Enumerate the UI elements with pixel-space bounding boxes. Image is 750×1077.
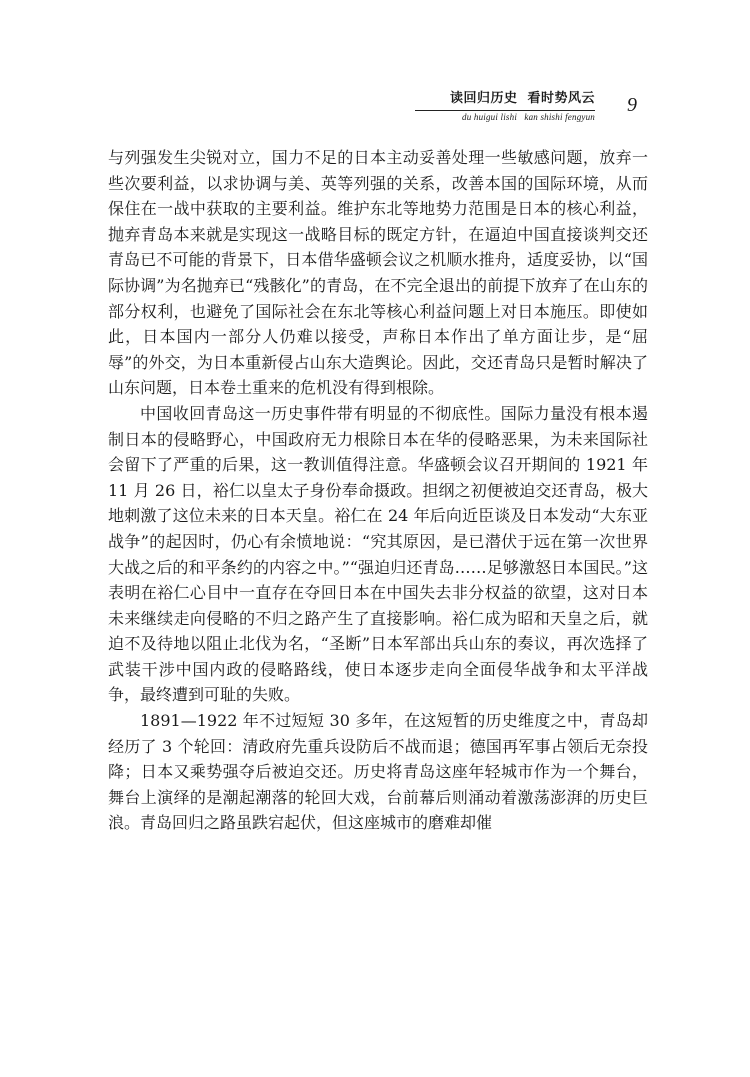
body-text: [108, 145, 648, 836]
running-header-title: [415, 90, 595, 108]
running-header: [415, 90, 595, 124]
paragraph: 中国收回青岛这一历史事件带有明显的不彻底性。国际力量没有根本遏制日本的侵略野心，中国政府无力根除日本在华的侵略恶果，为未来国际社会留下了严重的后果，这一教训值得注意。华盛顿会议召开期间的 1921 年 11 月 26 日，裕仁以皇太子身份奉命摄政。担纲之初便被迫交还青岛，极大地刺激了这位未来的日本天皇。裕仁在 24 年后向近臣谈及日本发动“大东亚战争”的起因时，仍心有余愤地说：“究其原因，是已潜伏于远在第一次世界大战之后的和平条约的内容之中。”“强迫归还青岛……足够激怒日本国民。”这表明在裕仁心目中一直存在夺回日本在中国失去非分权益的欲望，这对日本未来继续走向侵略的不归之路产生了直接影响。裕仁成为昭和天皇之后，就迫不及待地以阻止北伐为名，“圣断”日本军部出兵山东的奏议，再次选择了武装干涉中国内政的侵略路线，使日本逐步走向全面侵华战争和太平洋战争，最终遭到可耻的失败。: [108, 403, 648, 705]
paragraph: 1891—1922 年不过短短 30 多年，在这短暂的历史维度之中，青岛却经历了 3 个轮回：清政府先重兵设防后不战而退；德国再军事占领后无奈投降；日本又乘势强夺后被迫交还。历史将青岛这座年轻城市作为一个舞台，舞台上演绎的是潮起潮落的轮回大戏，台前幕后则涌动着激荡澎湃的历史巨浪。青岛回归之路虽跌宕起伏，但这座城市的磨难却催: [108, 711, 648, 833]
header-pinyin-right: kan shishi fengyun: [524, 112, 595, 122]
page-number: 9: [627, 94, 637, 116]
header-pinyin-left: du huigui lishi: [462, 112, 518, 122]
paragraph: 与列强发生尖锐对立，国力不足的日本主动妥善处理一些敏感问题，放弃一些次要利益，以求协调与美、英等列强的关系，改善本国的国际环境，从而保住在一战中获取的主要利益。维护东北等地势力范围是日本的核心利益，抛弃青岛本来就是实现这一战略目标的既定方针，在逼迫中国直接谈判交还青岛已不可能的背景下，日本借华盛顿会议之机顺水推舟，适度妥协，以“国际协调”为名抛弃已“残骸化”的青岛，在不完全退出的前提下放弃了在山东的部分权利，也避免了国际社会在东北等核心利益问题上对日本施压。即使如此，日本国内一部分人仍难以接受，声称日本作出了单方面让步，是“屈辱”的外交，为日本重新侵占山东大造舆论。因此，交还青岛只是暂时解决了山东问题，日本卷土重来的危机没有得到根除。: [108, 148, 648, 398]
header-title-left: 读回归历史: [449, 91, 518, 106]
running-header-pinyin: [415, 111, 595, 124]
header-title-right: 看时势风云: [527, 91, 595, 106]
